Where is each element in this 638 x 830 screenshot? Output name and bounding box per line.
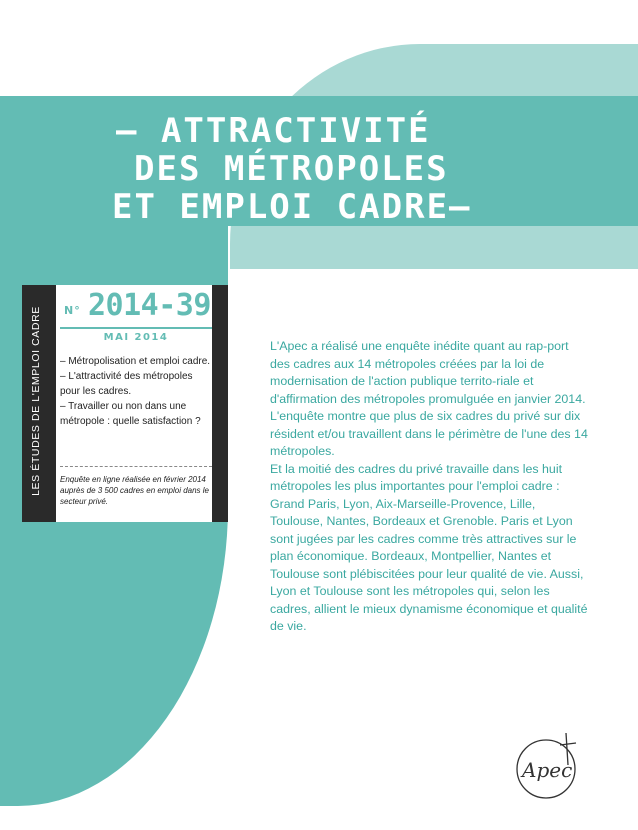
issue-date: MAI 2014	[103, 332, 169, 343]
issue-prefix: N°	[64, 304, 81, 317]
title-line-2: DES MÉTROPOLES	[134, 149, 449, 189]
issue-number: 2014-39	[88, 288, 211, 323]
title-line-1: – ATTRACTIVITÉ	[116, 111, 431, 151]
abstract	[270, 338, 590, 636]
logo-cross-horizontal	[560, 743, 576, 745]
method-divider	[60, 466, 212, 467]
summary-item: – Travailler ou non dans une métropole : quelle satisfaction ?	[60, 401, 201, 427]
summary-list	[60, 354, 212, 429]
series-label	[24, 298, 48, 504]
series-label-text: LES ÉTUDES DE L'EMPLOI CADRE	[30, 306, 42, 496]
issue-divider	[60, 327, 212, 329]
abstract-paragraph-1: L'Apec a réalisé une enquête inédite quant au rap-port des cadres aux 14 métropoles créées par la loi de modernisation de l'action publique territo-riale et d'affirmation des métropoles promulguée en janvier 2014. L'enquête montre que plus de six cadres du privé sur dix résident et/ou travaillent dans le périmètre de l'une des 14 métropoles.	[270, 339, 588, 458]
title-line-3: ET EMPLOI CADRE–	[112, 187, 472, 227]
method-note: Enquête en ligne réalisée en février 2014 auprès de 3 500 cadres en emploi dans le secteur privé.	[60, 475, 209, 506]
logo-text: Apec	[522, 758, 573, 782]
apec-logo	[506, 731, 596, 801]
abstract-paragraph-2: Et la moitié des cadres du privé travaille dans les huit métropoles les plus importantes pour l'emploi cadre : Grand Paris, Lyon, Aix-Marseille-Provence, Lille, Toulouse, Nantes, Bordeaux et Grenoble. Paris et Lyon sont jugées par les cadres comme très attractives sur le plan économique. Bordeaux, Montpellier, Nantes et Toulouse sont plébiscitées pour leur qualité de vie. Aussi, Lyon et Toulouse sont les métropoles qui, selon les cadres, allient le mieux dynamisme économique et qualité de vie.	[270, 461, 588, 633]
summary-item: – Métropolisation et emploi cadre.	[60, 356, 211, 367]
background-shape-light-edge	[430, 44, 638, 96]
summary-item: – L'attractivité des métropoles pour les cadres.	[60, 371, 193, 397]
